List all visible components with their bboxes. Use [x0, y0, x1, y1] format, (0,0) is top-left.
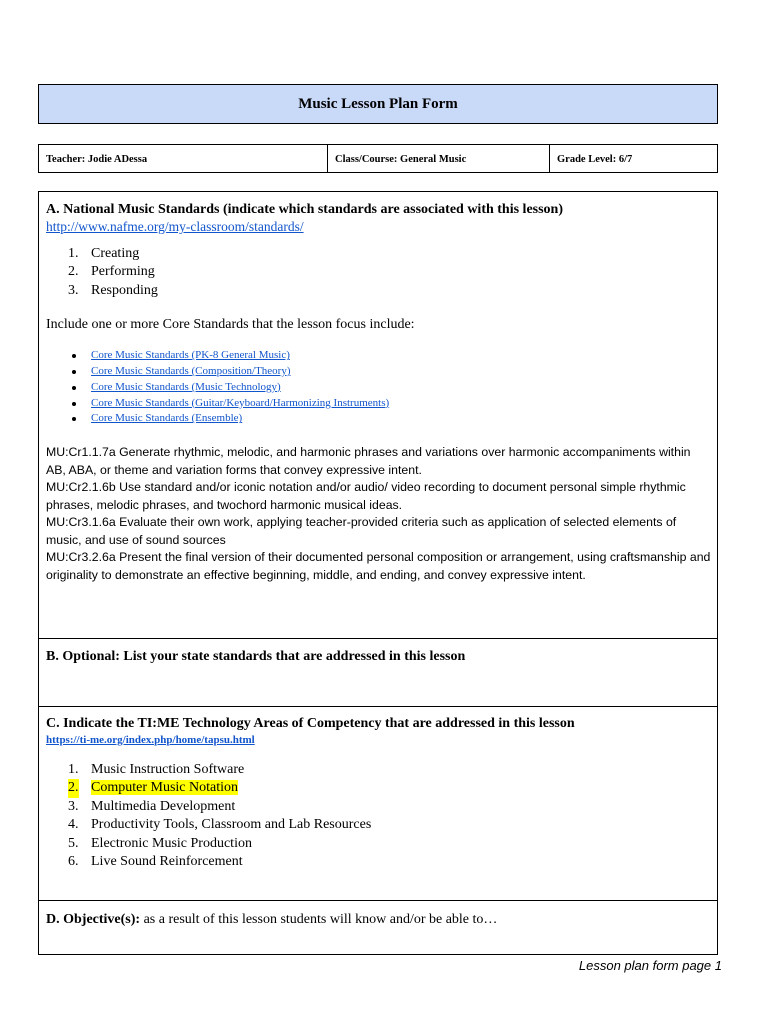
- section-a-heading: A. National Music Standards (indicate which standards are associated with this lesson): [46, 202, 564, 217]
- course-cell: Class/Course: General Music: [327, 145, 549, 172]
- core-standards-link-technology[interactable]: Core Music Standards (Music Technology): [91, 380, 281, 393]
- section-c: [39, 706, 717, 900]
- core-standards-link-ensemble[interactable]: Core Music Standards (Ensemble): [91, 412, 243, 425]
- section-d-text: as a result of this lesson students will know and/or be able to…: [140, 912, 498, 927]
- artistic-processes-list: [46, 245, 717, 300]
- core-standards-link-general[interactable]: Core Music Standards (PK-8 General Music): [91, 349, 290, 362]
- list-item: [46, 348, 717, 364]
- bullet-icon: [72, 370, 76, 374]
- bullet-icon: [72, 402, 76, 406]
- bullet-icon: [72, 354, 76, 358]
- page-footer: Lesson plan form page 1: [578, 958, 722, 973]
- section-d: [39, 900, 717, 955]
- nafme-standards-link[interactable]: http://www.nafme.org/my-classroom/standards/: [46, 219, 304, 234]
- core-standards-link-guitar[interactable]: Core Music Standards (Guitar/Keyboard/Harmonizing Instruments): [91, 396, 390, 409]
- standard-text: MU:Cr2.1.6b Use standard and/or iconic notation and/or audio/ video recording to document personal simple rhythmic phrases, melodic phrases, and twochord harmonic musical ideas.: [46, 480, 686, 512]
- section-c-heading: C. Indicate the TI:ME Technology Areas of Competency that are addressed in this lesson: [46, 716, 575, 731]
- list-item: [46, 364, 717, 380]
- core-standards-intro: Include one or more Core Standards that the lesson focus include:: [46, 317, 415, 333]
- highlighted-area: Computer Music Notation: [91, 780, 238, 796]
- standard-text: MU:Cr1.1.7a Generate rhythmic, melodic, and harmonic phrases and variations over harmonic accompaniments within AB, ABA, or theme and variation forms that convey expressive intent.: [46, 445, 691, 477]
- info-row: [38, 144, 718, 173]
- list-item: 2. Performing: [68, 264, 155, 280]
- form-title-box: [38, 84, 718, 124]
- list-item: 3. Responding: [68, 282, 158, 298]
- list-item: 6. Live Sound Reinforcement: [68, 854, 243, 870]
- section-a: [39, 192, 717, 638]
- standard-text: MU:Cr3.2.6a Present the final version of their documented personal composition or arrangement, using craftsmanship and originality to demonstrate an effective beginning, middle, and ending, and convey expressive intent.: [46, 550, 711, 582]
- list-item: 1. Creating: [68, 246, 140, 261]
- list-item: 1. Music Instruction Software: [68, 762, 245, 777]
- list-item: 4. Productivity Tools, Classroom and Lab Resources: [68, 817, 372, 833]
- teacher-cell: Teacher: Jodie ADessa: [46, 154, 148, 165]
- bullet-icon: [72, 386, 76, 390]
- list-item: 5. Electronic Music Production: [68, 835, 252, 851]
- section-d-label: D. Objective(s):: [46, 912, 141, 927]
- technology-areas-list: [46, 761, 717, 871]
- list-item: 3. Multimedia Development: [68, 798, 236, 814]
- section-b-heading: B. Optional: List your state standards that are addressed in this lesson: [46, 649, 466, 664]
- form-title: Music Lesson Plan Form: [298, 95, 458, 112]
- standard-text: MU:Cr3.1.6a Evaluate their own work, applying teacher-provided criteria such as application of selected elements of music, and use of sound sources: [46, 515, 677, 547]
- list-item: [46, 396, 717, 412]
- section-b: [39, 638, 717, 706]
- core-standards-links: [46, 348, 717, 427]
- core-standards-link-composition[interactable]: Core Music Standards (Composition/Theory): [91, 365, 291, 378]
- section-d-objective: [46, 912, 717, 928]
- list-item: [46, 380, 717, 396]
- bullet-icon: [72, 417, 76, 421]
- time-competency-link[interactable]: https://ti-me.org/index.php/home/tapsu.html: [46, 734, 255, 746]
- grade-cell: Grade Level: 6/7: [549, 145, 717, 172]
- lesson-plan-table: [38, 191, 718, 955]
- list-item: 2. Computer Music Notation: [46, 779, 717, 797]
- list-item: [46, 411, 717, 427]
- selected-standards: [46, 444, 717, 584]
